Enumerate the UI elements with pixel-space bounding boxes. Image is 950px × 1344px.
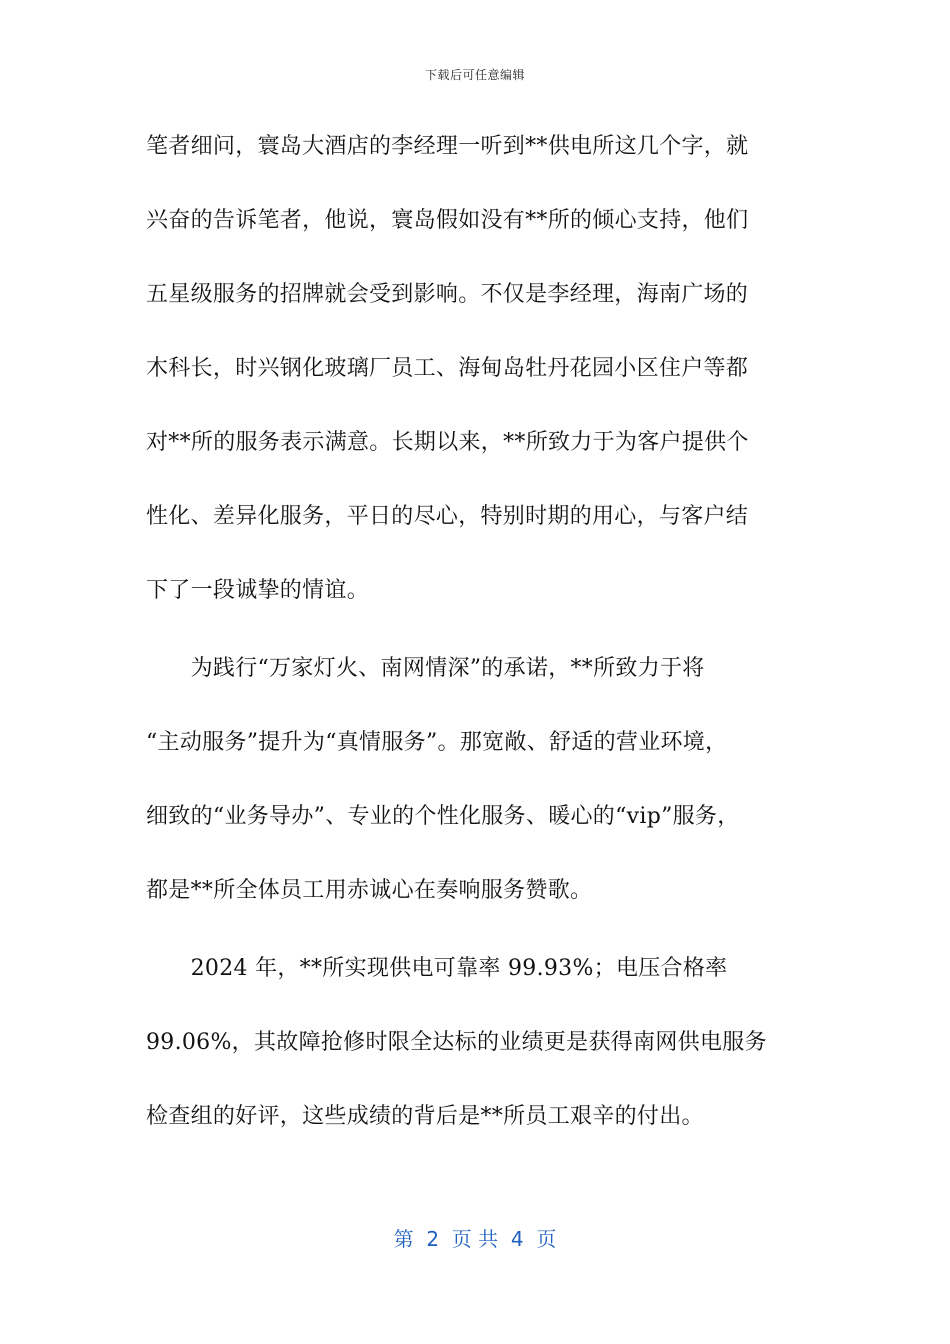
text-line: 细致的“业务导办”、专业的个性化服务、暖心的“vip”服务， [146,804,740,829]
text-line: 下了一段诚挚的情谊。 [146,578,370,603]
text-line: 兴奋的告诉笔者，他说，寰岛假如没有**所的倾心支持，他们 [146,208,749,233]
text-line: 五星级服务的招牌就会受到影响。不仅是李经理，海南广场的 [146,282,749,307]
text-line: 木科长，时兴钢化玻璃厂员工、海甸岛牡丹花园小区住户等都 [146,356,749,381]
text-line: 对**所的服务表示满意。长期以来，**所致力于为客户提供个 [146,430,749,455]
text-line: 为践行“万家灯火、南网情深”的承诺，**所致力于将 [146,656,705,681]
page-footer: 第 2 页 共 4 页 [393,1227,557,1251]
text-line: 性化、差异化服务，平日的尽心，特别时期的用心，与客户结 [146,504,749,529]
text-line: 都是**所全体员工用赤诚心在奏响服务赞歌。 [146,878,593,903]
text-line: 检查组的好评，这些成绩的背后是**所员工艰辛的付出。 [146,1104,704,1129]
text-line: 2024 年，**所实现供电可靠率 99.93%；电压合格率 [146,956,728,981]
text-line: 99.06%，其故障抢修时限全达标的业绩更是获得南网供电服务 [146,1030,767,1055]
text-line: 笔者细问，寰岛大酒店的李经理一听到**供电所这几个字，就 [146,134,749,159]
text-line: “主动服务”提升为“真情服务”。那宽敞、舒适的营业环境， [146,730,728,755]
page-header: 下载后可任意编辑 [424,68,525,82]
